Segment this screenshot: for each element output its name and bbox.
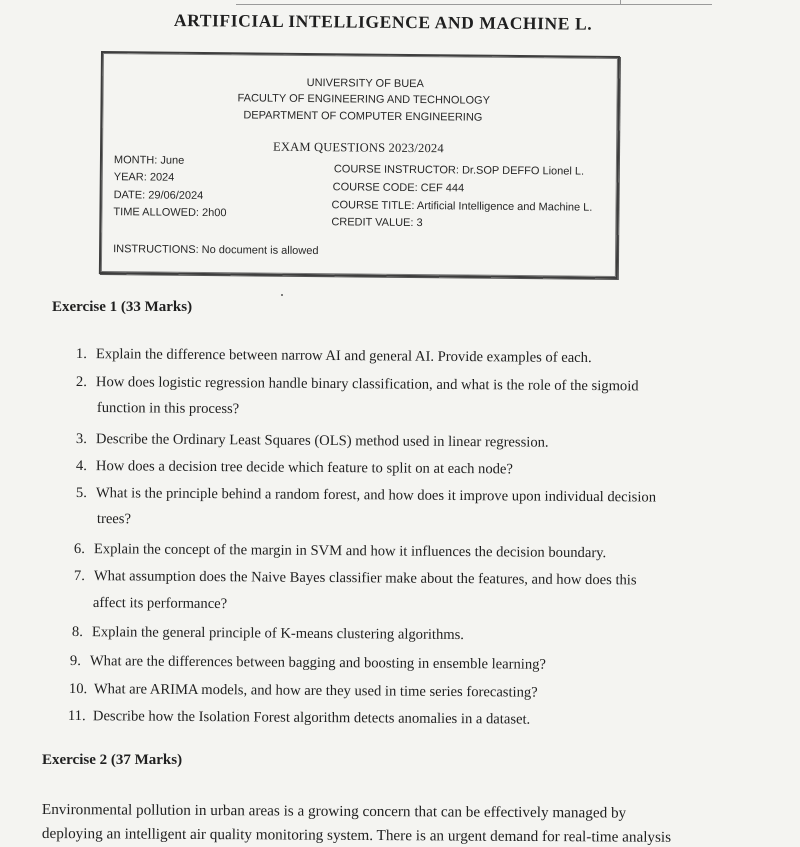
question-item — [74, 568, 637, 589]
question-item — [70, 653, 546, 674]
question-number: 9. — [69, 653, 81, 670]
faculty-name: FACULTY OF ENGINEERING AND TECHNOLOGY — [237, 92, 491, 107]
question-item — [68, 708, 530, 729]
course-title: COURSE TITLE: Artificial Intelligence and Machine L. — [331, 199, 593, 214]
question-number: 10. — [68, 681, 88, 698]
exercise-2-paragraph-line: deploying an intelligent air quality monitoring system. There is an urgent demand for real-time analysis — [41, 825, 672, 846]
university-name: UNIVERSITY OF BUEA — [306, 76, 424, 91]
course-instructor: COURSE INSTRUCTOR: Dr.SOP DEFFO Lionel L. — [333, 163, 585, 178]
question-number: 6. — [73, 541, 85, 558]
question-text-continuation: trees? — [96, 511, 132, 528]
exam-year: YEAR: 2024 — [113, 171, 175, 184]
question-number: 11. — [67, 708, 86, 725]
question-item — [72, 624, 464, 644]
question-item — [76, 374, 639, 395]
question-text: Explain the concept of the margin in SVM and how it influences the decision boundary. — [93, 541, 607, 562]
exam-heading: EXAM QUESTIONS 2023/2024 — [273, 139, 444, 156]
question-text: Explain the general principle of K-means clustering algorithms. — [91, 624, 465, 644]
question-text: Explain the difference between narrow AI and general AI. Provide examples of each. — [95, 346, 592, 367]
question-text: What is the principle behind a random forest, and how does it improve upon individual decision — [95, 485, 657, 506]
exercise-1-heading: Exercise 1 (33 Marks) — [52, 299, 193, 315]
question-number: 5. — [75, 485, 87, 502]
question-number: 8. — [71, 624, 83, 641]
question-text: How does logistic regression handle binary classification, and what is the role of the sigmoid — [95, 374, 639, 395]
exam-date: DATE: 29/06/2024 — [113, 189, 204, 202]
question-text: What assumption does the Naive Bayes classifier make about the features, and how does this — [93, 568, 637, 589]
question-item — [74, 541, 606, 562]
exam-instructions: INSTRUCTIONS: No document is allowed — [113, 243, 319, 258]
question-item — [76, 458, 513, 478]
course-code: COURSE CODE: CEF 444 — [332, 181, 465, 195]
question-text: Describe the Ordinary Least Squares (OLS) method used in linear regression. — [95, 431, 549, 451]
question-item — [76, 485, 656, 507]
question-text-continuation: function in this process? — [96, 400, 240, 418]
question-number: 4. — [75, 458, 87, 475]
question-number: 1. — [75, 346, 87, 363]
question-text-continuation: affect its performance? — [92, 595, 228, 613]
question-item — [76, 431, 549, 452]
question-text: What are the differences between bagging and boosting in ensemble learning? — [89, 653, 547, 673]
exam-month: MONTH: June — [113, 154, 185, 167]
question-number: 7. — [73, 568, 85, 585]
question-text: How does a decision tree decide which feature to split on at each node? — [95, 458, 513, 478]
question-number: 2. — [75, 374, 87, 391]
exercise-2-heading: Exercise 2 (37 Marks) — [42, 752, 183, 768]
page-title: ARTIFICIAL INTELLIGENCE AND MACHINE L. — [173, 10, 593, 34]
department-name: DEPARTMENT OF COMPUTER ENGINEERING — [243, 109, 483, 124]
question-item — [76, 346, 592, 367]
question-number: 3. — [75, 431, 87, 448]
exam-time-allowed: TIME ALLOWED: 2h00 — [113, 206, 227, 220]
question-text: What are ARIMA models, and how are they used in time series forecasting? — [93, 681, 538, 701]
question-text: Describe how the Isolation Forest algorithm detects anomalies in a dataset. — [92, 708, 531, 728]
credit-value: CREDIT VALUE: 3 — [331, 216, 423, 230]
exercise-2-paragraph-line: Environmental pollution in urban areas is a growing concern that can be effectively managed by — [41, 801, 627, 822]
question-item — [69, 681, 538, 702]
